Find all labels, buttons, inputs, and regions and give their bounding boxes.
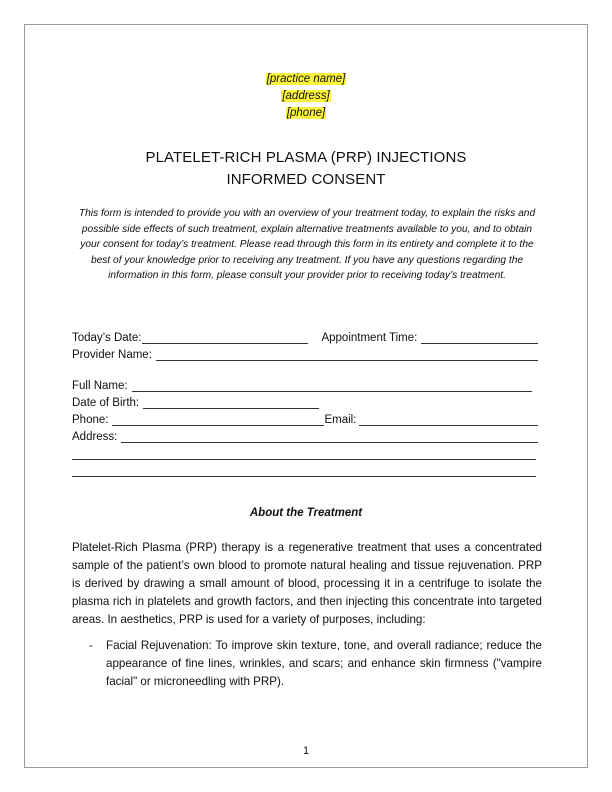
- practice-header: [25, 71, 587, 122]
- address-line-3[interactable]: [72, 460, 536, 477]
- address-field[interactable]: [121, 431, 538, 443]
- date-of-birth-field[interactable]: [143, 397, 319, 409]
- intro-paragraph: This form is intended to provide you with an overview of your treatment today, to explain the risks and possible side effects of such treatment, explain alternative treatments available to you, and to obtain your consent for today’s treatment. Please read through this form in its entirety and complete it to the best of your knowledge prior to receiving any treatment. If you have any questions regarding the information in this form, please consult your provider prior to receiving today’s treatment.: [78, 208, 536, 282]
- bullet-dash: -: [89, 639, 93, 652]
- full-name-field[interactable]: [132, 380, 532, 392]
- title-line-1: PLATELET-RICH PLASMA (PRP) INJECTIONS: [145, 149, 467, 166]
- about-paragraph: Platelet-Rich Plasma (PRP) therapy is a regenerative treatment that uses a concentrated sample of the patient’s own blood to promote natural healing and tissue rejuvenation. PRP is derived by drawing a small amount of blood, processing it in a centrifuge to isolate the plasma rich in platelets and growth factors, and then injecting this concentrate into targeted areas. In aesthetics, PRP is used for a variety of purposes, including:: [72, 541, 542, 626]
- date-of-birth-label: Date of Birth:: [72, 397, 140, 409]
- full-name-label: Full Name:: [72, 380, 128, 392]
- about-heading: About the Treatment: [249, 507, 363, 519]
- phone-label: Phone:: [72, 414, 109, 426]
- practice-phone: [phone]: [286, 107, 326, 119]
- page-number: 1: [302, 745, 310, 757]
- todays-date-label: Today’s Date:: [72, 332, 142, 344]
- practice-address: [address]: [282, 90, 330, 102]
- appointment-time-field[interactable]: [421, 332, 538, 344]
- patient-fields: [72, 375, 538, 477]
- list-item: [89, 637, 542, 691]
- address-line-2[interactable]: [72, 443, 536, 460]
- appointment-fields: [72, 327, 538, 361]
- document-title: [25, 147, 587, 191]
- practice-name: [practice name]: [266, 73, 346, 85]
- document-page: [24, 24, 588, 768]
- provider-name-field[interactable]: [156, 349, 538, 361]
- todays-date-field[interactable]: [142, 332, 308, 344]
- title-line-2: INFORMED CONSENT: [226, 171, 386, 188]
- email-field[interactable]: [359, 414, 538, 426]
- provider-name-label: Provider Name:: [72, 349, 152, 361]
- appointment-time-label: Appointment Time:: [321, 332, 418, 344]
- bullet-text: Facial Rejuvenation: To improve skin texture, tone, and overall radiance; reduce the appearance of fine lines, wrinkles, and scars; and enhance skin firmness ("vampire facial" or microneedling with PRP).: [106, 639, 542, 688]
- email-label: Email:: [324, 414, 357, 426]
- phone-field[interactable]: [112, 414, 324, 426]
- address-label: Address:: [72, 431, 118, 443]
